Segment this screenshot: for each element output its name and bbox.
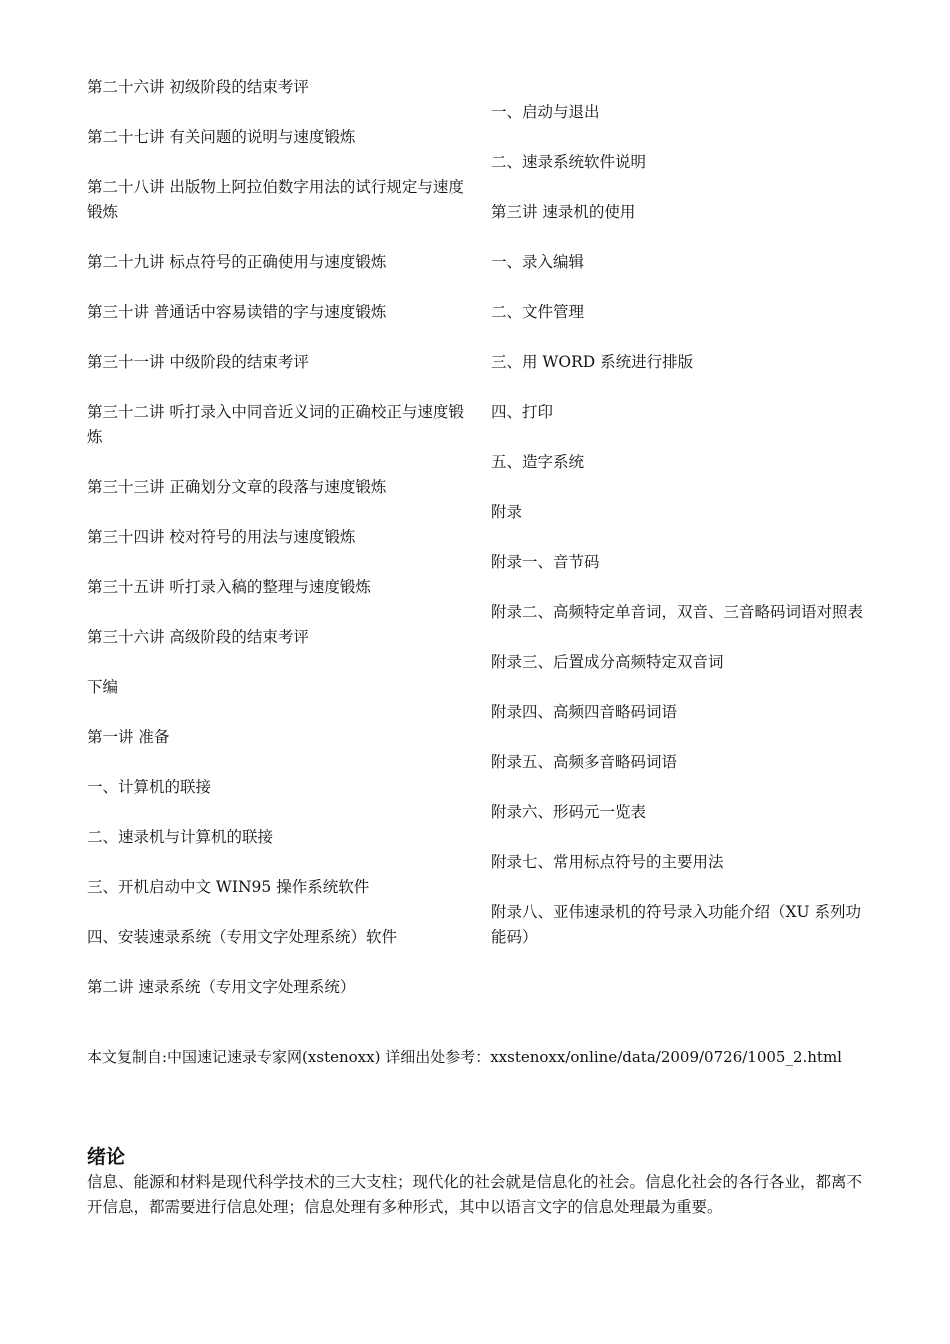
toc-item: 二、文件管理 [491,303,585,321]
toc-item: 第二十九讲 标点符号的正确使用与速度锻炼 [87,253,387,271]
toc-item: 第三十讲 普通话中容易读错的字与速度锻炼 [87,303,387,321]
toc-item: 第三十四讲 校对符号的用法与速度锻炼 [87,528,356,546]
toc-item: 附录八、亚伟速录机的符号录入功能介绍（XU 系列功能码） [491,903,862,946]
toc-item: 第二讲 速录系统（专用文字处理系统） [87,978,356,996]
toc-item: 第二十六讲 初级阶段的结束考评 [87,78,309,96]
toc-item: 二、速录机与计算机的联接 [87,828,274,846]
toc-item: 四、安装速录系统（专用文字处理系统）软件 [87,928,398,946]
toc-item: 附录七、常用标点符号的主要用法 [491,853,724,871]
toc-item: 附录三、后置成分高频特定双音词 [491,653,724,671]
toc-item: 附录一、音节码 [491,553,600,571]
toc-item: 四、打印 [491,403,554,421]
toc-item: 第二十八讲 出版物上阿拉伯数字用法的试行规定与速度锻炼 [87,178,464,221]
section-title: 绪论 [87,1146,126,1168]
toc-item: 附录二、高频特定单音词，双音、三音略码词语对照表 [491,603,864,621]
toc-item: 第三十一讲 中级阶段的结束考评 [87,353,309,371]
toc-item: 三、用 WORD 系统进行排版 [491,353,694,371]
toc-item: 附录四、高频四音略码词语 [491,703,678,721]
toc-item: 第三讲 速录机的使用 [491,203,636,221]
toc-part-heading: 下编 [87,678,119,696]
toc-item: 第三十六讲 高级阶段的结束考评 [87,628,309,646]
toc-item: 第二十七讲 有关问题的说明与速度锻炼 [87,128,356,146]
toc-item: 第三十二讲 听打录入中同音近义词的正确校正与速度锻炼 [87,403,464,446]
toc-item: 第一讲 准备 [87,728,170,746]
toc-item: 附录五、高频多音略码词语 [491,753,678,771]
toc-item: 附录六、形码元一览表 [491,803,647,821]
toc-item: 一、启动与退出 [491,103,600,121]
toc-item: 一、计算机的联接 [87,778,212,796]
toc-item: 三、开机启动中文 WIN95 操作系统软件 [87,878,370,896]
toc-item: 一、录入编辑 [491,253,585,271]
toc-appendix-heading: 附录 [491,503,523,521]
toc-item: 五、造字系统 [491,453,585,471]
section-body: 信息、能源和材料是现代科学技术的三大支柱；现代化的社会就是信息化的社会。信息化社会的各行各业，都离不开信息，都需要进行信息处理；信息处理有多种形式，其中以语言文字的信息处理最为重要。 [87,1173,863,1216]
source-attribution: 本文复制自:中国速记速录专家网(xstenoxx) 详细出处参考：xxstenoxx/online/data/2009/0726/1005_2.html [87,1048,842,1066]
toc-right-column [491,100,871,975]
toc-item: 第三十五讲 听打录入稿的整理与速度锻炼 [87,578,371,596]
toc-left-column [87,75,465,1025]
toc-item: 二、速录系统软件说明 [491,153,647,171]
toc-item: 第三十三讲 正确划分文章的段落与速度锻炼 [87,478,387,496]
